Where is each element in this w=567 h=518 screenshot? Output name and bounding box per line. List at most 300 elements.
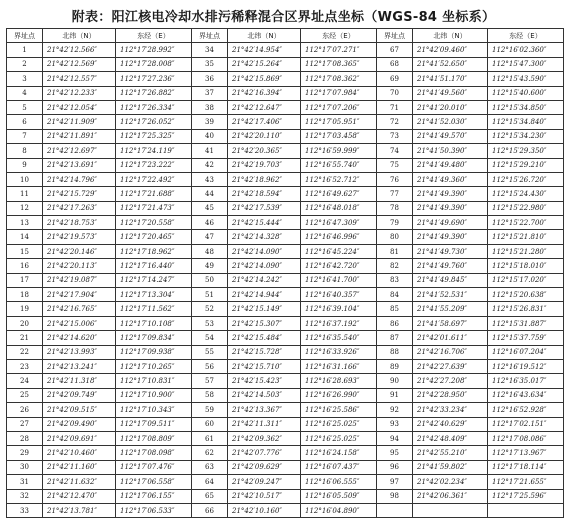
cell-point-number: 27 (7, 417, 43, 431)
cell-latitude: 21°41′49.560″ (413, 86, 488, 100)
cell-longitude: 112°17′13.967″ (488, 446, 564, 460)
cell-point-number: 22 (7, 345, 43, 359)
cell-longitude: 112°15′21.810″ (488, 230, 564, 244)
cell-longitude: 112°16′37.192″ (301, 316, 377, 330)
cell-longitude: 112°17′25.596″ (488, 489, 564, 503)
table-row (7, 57, 564, 71)
cell-longitude: 112°15′43.590″ (488, 72, 564, 86)
cell-latitude: 21°42′14.620″ (43, 331, 116, 345)
cell-latitude: 21°42′14.242″ (228, 273, 301, 287)
cell-longitude: 112°15′29.210″ (488, 158, 564, 172)
cell-point-number: 46 (192, 216, 228, 230)
cell-point-number: 4 (7, 86, 43, 100)
cell-latitude: 21°41′49.690″ (413, 216, 488, 230)
cell-point-number: 86 (377, 316, 413, 330)
cell-latitude: 21°42′11.909″ (43, 115, 116, 129)
cell-longitude: 112°15′21.280″ (488, 244, 564, 258)
cell-longitude: 112°17′03.458″ (301, 129, 377, 143)
cell-point-number: 75 (377, 158, 413, 172)
cell-point-number: 48 (192, 244, 228, 258)
table-row (7, 201, 564, 215)
cell-longitude: 112°16′25.025″ (301, 431, 377, 445)
cell-point-number: 19 (7, 302, 43, 316)
cell-point-number: 41 (192, 144, 228, 158)
cell-latitude: 21°42′16.706″ (413, 345, 488, 359)
cell-longitude: 112°16′40.357″ (301, 288, 377, 302)
cell-latitude: 21°42′15.728″ (228, 345, 301, 359)
table-row (7, 345, 564, 359)
cell-latitude: 21°41′58.697″ (413, 316, 488, 330)
cell-longitude: 112°17′09.511″ (116, 417, 192, 431)
cell-point-number: 70 (377, 86, 413, 100)
cell-point-number: 83 (377, 273, 413, 287)
table-row (7, 503, 564, 517)
header-latitude: 北纬（N） (228, 29, 301, 43)
header-point: 界址点 (377, 29, 413, 43)
cell-point-number: 68 (377, 57, 413, 71)
table-row (7, 446, 564, 460)
table-row (7, 144, 564, 158)
cell-latitude: 21°42′48.409″ (413, 431, 488, 445)
cell-longitude: 112°16′47.309″ (301, 216, 377, 230)
cell-point-number: 92 (377, 403, 413, 417)
cell-point-number: 42 (192, 158, 228, 172)
cell-longitude: 112°17′21.688″ (116, 187, 192, 201)
cell-point-number: 44 (192, 187, 228, 201)
table-row (7, 259, 564, 273)
cell-point-number: 89 (377, 359, 413, 373)
cell-latitude: 21°42′14.090″ (228, 244, 301, 258)
cell-latitude: 21°41′49.390″ (413, 230, 488, 244)
cell-latitude: 21°42′12.566″ (43, 43, 116, 57)
cell-longitude: 112°16′43.634″ (488, 388, 564, 402)
cell-point-number: 96 (377, 460, 413, 474)
cell-point-number: 82 (377, 259, 413, 273)
cell-point-number: 24 (7, 374, 43, 388)
cell-point-number: 40 (192, 129, 228, 143)
table-row (7, 475, 564, 489)
cell-longitude: 112°15′22.980″ (488, 201, 564, 215)
table-row (7, 388, 564, 402)
cell-latitude: 21°42′07.776″ (228, 446, 301, 460)
cell-point-number: 98 (377, 489, 413, 503)
cell-longitude: 112°16′42.720″ (301, 259, 377, 273)
cell-latitude: 21°42′12.470″ (43, 489, 116, 503)
cell-latitude: 21°41′59.802″ (413, 460, 488, 474)
cell-latitude: 21°42′15.006″ (43, 316, 116, 330)
cell-latitude: 21°42′10.460″ (43, 446, 116, 460)
cell-longitude: 112°17′10.831″ (116, 374, 192, 388)
cell-latitude: 21°41′55.209″ (413, 302, 488, 316)
header-latitude: 北纬（N） (413, 29, 488, 43)
cell-point-number: 47 (192, 230, 228, 244)
table-row (7, 331, 564, 345)
cell-longitude: 112°17′22.492″ (116, 172, 192, 186)
table-row (7, 359, 564, 373)
cell-latitude: 21°41′49.360″ (413, 172, 488, 186)
cell-latitude: 21°42′16.394″ (228, 86, 301, 100)
cell-point-number: 61 (192, 431, 228, 445)
cell-point-number: 94 (377, 431, 413, 445)
cell-longitude: 112°16′59.999″ (301, 144, 377, 158)
cell-point-number: 49 (192, 259, 228, 273)
cell-point-number: 11 (7, 187, 43, 201)
cell-point-number: 88 (377, 345, 413, 359)
cell-longitude: 112°17′23.222″ (116, 158, 192, 172)
cell-latitude: 21°42′15.710″ (228, 359, 301, 373)
cell-point-number: 8 (7, 144, 43, 158)
cell-latitude: 21°42′11.891″ (43, 129, 116, 143)
cell-point-number: 23 (7, 359, 43, 373)
cell-latitude: 21°42′01.611″ (413, 331, 488, 345)
cell-point-number: 3 (7, 72, 43, 86)
cell-latitude: 21°42′27.639″ (413, 359, 488, 373)
cell-longitude (488, 503, 564, 517)
cell-longitude: 112°17′20.558″ (116, 216, 192, 230)
cell-longitude: 112°15′31.887″ (488, 316, 564, 330)
cell-point-number: 60 (192, 417, 228, 431)
cell-point-number: 12 (7, 201, 43, 215)
cell-longitude: 112°15′29.350″ (488, 144, 564, 158)
cell-point-number (377, 503, 413, 517)
cell-latitude: 21°41′50.390″ (413, 144, 488, 158)
cell-longitude: 112°16′41.700″ (301, 273, 377, 287)
cell-longitude: 112°16′07.437″ (301, 460, 377, 474)
table-row (7, 403, 564, 417)
cell-longitude: 112°17′14.247″ (116, 273, 192, 287)
cell-point-number: 36 (192, 72, 228, 86)
header-row (7, 29, 564, 43)
cell-latitude: 21°41′49.845″ (413, 273, 488, 287)
cell-longitude: 112°17′05.951″ (301, 115, 377, 129)
cell-latitude (413, 503, 488, 517)
cell-latitude: 21°42′15.264″ (228, 57, 301, 71)
cell-point-number: 52 (192, 302, 228, 316)
cell-point-number: 66 (192, 503, 228, 517)
cell-point-number: 77 (377, 187, 413, 201)
cell-latitude: 21°42′09.362″ (228, 431, 301, 445)
header-longitude: 东经（E） (116, 29, 192, 43)
cell-point-number: 57 (192, 374, 228, 388)
cell-longitude: 112°17′06.155″ (116, 489, 192, 503)
cell-point-number: 53 (192, 316, 228, 330)
cell-longitude: 112°17′02.151″ (488, 417, 564, 431)
header-latitude: 北纬（N） (43, 29, 116, 43)
table-row (7, 216, 564, 230)
cell-longitude: 112°17′07.271″ (301, 43, 377, 57)
cell-longitude: 112°15′20.638″ (488, 288, 564, 302)
cell-point-number: 93 (377, 417, 413, 431)
cell-latitude: 21°42′40.629″ (413, 417, 488, 431)
cell-point-number: 17 (7, 273, 43, 287)
cell-latitude: 21°41′20.010″ (413, 100, 488, 114)
cell-longitude: 112°16′25.586″ (301, 403, 377, 417)
cell-latitude: 21°42′20.146″ (43, 244, 116, 258)
cell-longitude: 112°17′21.473″ (116, 201, 192, 215)
cell-point-number: 39 (192, 115, 228, 129)
cell-point-number: 58 (192, 388, 228, 402)
cell-point-number: 9 (7, 158, 43, 172)
cell-longitude: 112°17′10.900″ (116, 388, 192, 402)
table-row (7, 431, 564, 445)
cell-latitude: 21°41′49.390″ (413, 187, 488, 201)
cell-latitude: 21°42′12.557″ (43, 72, 116, 86)
cell-latitude: 21°42′17.263″ (43, 201, 116, 215)
cell-latitude: 21°42′15.149″ (228, 302, 301, 316)
cell-longitude: 112°15′18.010″ (488, 259, 564, 273)
cell-point-number: 32 (7, 489, 43, 503)
header-longitude: 东经（E） (488, 29, 564, 43)
cell-latitude: 21°42′12.569″ (43, 57, 116, 71)
cell-point-number: 85 (377, 302, 413, 316)
cell-point-number: 54 (192, 331, 228, 345)
header-point: 界址点 (192, 29, 228, 43)
cell-point-number: 65 (192, 489, 228, 503)
cell-longitude: 112°17′07.476″ (116, 460, 192, 474)
cell-latitude: 21°41′49.480″ (413, 158, 488, 172)
cell-latitude: 21°42′28.950″ (413, 388, 488, 402)
cell-point-number: 67 (377, 43, 413, 57)
cell-latitude: 21°42′10.517″ (228, 489, 301, 503)
cell-point-number: 63 (192, 460, 228, 474)
cell-point-number: 35 (192, 57, 228, 71)
cell-point-number: 45 (192, 201, 228, 215)
cell-longitude: 112°16′24.158″ (301, 446, 377, 460)
cell-longitude: 112°17′20.465″ (116, 230, 192, 244)
cell-point-number: 34 (192, 43, 228, 57)
cell-latitude: 21°42′11.632″ (43, 475, 116, 489)
cell-point-number: 69 (377, 72, 413, 86)
cell-longitude: 112°16′35.540″ (301, 331, 377, 345)
cell-latitude: 21°42′17.904″ (43, 288, 116, 302)
cell-longitude: 112°17′24.119″ (116, 144, 192, 158)
cell-latitude: 21°42′20.110″ (228, 129, 301, 143)
document-title: 附表：阳江核电冷却水排污稀释混合区界址点坐标（WGS-84 坐标系） (71, 10, 496, 25)
cell-latitude: 21°41′49.730″ (413, 244, 488, 258)
table-row (7, 273, 564, 287)
cell-point-number: 13 (7, 216, 43, 230)
cell-point-number: 21 (7, 331, 43, 345)
cell-latitude: 21°42′27.208″ (413, 374, 488, 388)
cell-latitude: 21°42′14.090″ (228, 259, 301, 273)
cell-point-number: 31 (7, 475, 43, 489)
cell-longitude: 112°15′34.840″ (488, 115, 564, 129)
table-row (7, 316, 564, 330)
cell-point-number: 1 (7, 43, 43, 57)
cell-longitude: 112°16′02.360″ (488, 43, 564, 57)
cell-longitude: 112°17′08.086″ (488, 431, 564, 445)
cell-point-number: 71 (377, 100, 413, 114)
cell-longitude: 112°16′55.740″ (301, 158, 377, 172)
cell-longitude: 112°16′35.017″ (488, 374, 564, 388)
cell-latitude: 21°42′11.318″ (43, 374, 116, 388)
cell-longitude: 112°17′26.334″ (116, 100, 192, 114)
cell-latitude: 21°42′14.796″ (43, 172, 116, 186)
cell-longitude: 112°17′21.655″ (488, 475, 564, 489)
cell-latitude: 21°42′15.444″ (228, 216, 301, 230)
cell-longitude: 112°15′34.230″ (488, 129, 564, 143)
header-longitude: 东经（E） (301, 29, 377, 43)
cell-point-number: 64 (192, 475, 228, 489)
cell-point-number: 43 (192, 172, 228, 186)
cell-latitude: 21°42′20.365″ (228, 144, 301, 158)
cell-latitude: 21°42′18.962″ (228, 172, 301, 186)
cell-longitude: 112°16′46.996″ (301, 230, 377, 244)
cell-latitude: 21°41′49.760″ (413, 259, 488, 273)
cell-point-number: 28 (7, 431, 43, 445)
cell-longitude: 112°15′40.600″ (488, 86, 564, 100)
table-row (7, 86, 564, 100)
cell-longitude: 112°17′26.052″ (116, 115, 192, 129)
table-row (7, 100, 564, 114)
cell-point-number: 87 (377, 331, 413, 345)
table-row (7, 288, 564, 302)
cell-latitude: 21°42′20.113″ (43, 259, 116, 273)
cell-point-number: 7 (7, 129, 43, 143)
cell-latitude: 21°42′18.594″ (228, 187, 301, 201)
cell-latitude: 21°42′13.241″ (43, 359, 116, 373)
cell-latitude: 21°42′13.781″ (43, 503, 116, 517)
cell-longitude: 112°16′48.018″ (301, 201, 377, 215)
cell-latitude: 21°42′16.765″ (43, 302, 116, 316)
cell-longitude: 112°15′34.850″ (488, 100, 564, 114)
cell-latitude: 21°42′14.328″ (228, 230, 301, 244)
cell-latitude: 21°42′09.749″ (43, 388, 116, 402)
cell-latitude: 21°42′17.406″ (228, 115, 301, 129)
cell-point-number: 91 (377, 388, 413, 402)
cell-latitude: 21°42′09.629″ (228, 460, 301, 474)
cell-longitude: 112°16′04.890″ (301, 503, 377, 517)
cell-latitude: 21°42′19.087″ (43, 273, 116, 287)
cell-longitude: 112°17′27.236″ (116, 72, 192, 86)
cell-latitude: 21°42′13.993″ (43, 345, 116, 359)
table-row (7, 460, 564, 474)
cell-latitude: 21°42′12.233″ (43, 86, 116, 100)
table-row (7, 374, 564, 388)
cell-point-number: 14 (7, 230, 43, 244)
cell-point-number: 26 (7, 403, 43, 417)
cell-latitude: 21°42′14.944″ (228, 288, 301, 302)
cell-latitude: 21°42′14.503″ (228, 388, 301, 402)
cell-longitude: 112°17′07.984″ (301, 86, 377, 100)
header-point: 界址点 (7, 29, 43, 43)
cell-longitude: 112°15′17.020″ (488, 273, 564, 287)
cell-longitude: 112°16′52.928″ (488, 403, 564, 417)
cell-point-number: 97 (377, 475, 413, 489)
cell-latitude: 21°42′12.697″ (43, 144, 116, 158)
table-row (7, 72, 564, 86)
cell-point-number: 74 (377, 144, 413, 158)
cell-longitude: 112°17′09.938″ (116, 345, 192, 359)
cell-point-number: 59 (192, 403, 228, 417)
cell-point-number: 10 (7, 172, 43, 186)
cell-longitude: 112°16′49.627″ (301, 187, 377, 201)
cell-latitude: 21°41′51.170″ (413, 72, 488, 86)
cell-point-number: 76 (377, 172, 413, 186)
cell-longitude: 112°17′18.114″ (488, 460, 564, 474)
coordinate-table (6, 28, 564, 518)
cell-longitude: 112°16′07.204″ (488, 345, 564, 359)
cell-point-number: 29 (7, 446, 43, 460)
cell-point-number: 33 (7, 503, 43, 517)
cell-point-number: 95 (377, 446, 413, 460)
cell-point-number: 15 (7, 244, 43, 258)
cell-latitude: 21°42′13.367″ (228, 403, 301, 417)
cell-longitude: 112°17′06.533″ (116, 503, 192, 517)
table-row (7, 489, 564, 503)
cell-point-number: 62 (192, 446, 228, 460)
cell-latitude: 21°42′06.361″ (413, 489, 488, 503)
cell-latitude: 21°42′10.160″ (228, 503, 301, 517)
cell-point-number: 80 (377, 230, 413, 244)
cell-longitude: 112°17′08.809″ (116, 431, 192, 445)
cell-latitude: 21°42′33.234″ (413, 403, 488, 417)
cell-longitude: 112°15′37.759″ (488, 331, 564, 345)
table-row (7, 187, 564, 201)
cell-longitude: 112°15′47.300″ (488, 57, 564, 71)
cell-longitude: 112°16′28.693″ (301, 374, 377, 388)
cell-point-number: 30 (7, 460, 43, 474)
cell-point-number: 50 (192, 273, 228, 287)
cell-longitude: 112°15′26.831″ (488, 302, 564, 316)
cell-longitude: 112°16′26.990″ (301, 388, 377, 402)
cell-latitude: 21°42′13.691″ (43, 158, 116, 172)
cell-point-number: 2 (7, 57, 43, 71)
cell-latitude: 21°41′52.650″ (413, 57, 488, 71)
cell-latitude: 21°42′19.573″ (43, 230, 116, 244)
cell-latitude: 21°42′12.647″ (228, 100, 301, 114)
cell-point-number: 20 (7, 316, 43, 330)
cell-longitude: 112°16′06.555″ (301, 475, 377, 489)
cell-longitude: 112°17′13.304″ (116, 288, 192, 302)
cell-latitude: 21°42′09.515″ (43, 403, 116, 417)
cell-longitude: 112°16′05.509″ (301, 489, 377, 503)
table-row (7, 417, 564, 431)
cell-longitude: 112°17′10.265″ (116, 359, 192, 373)
cell-longitude: 112°17′08.098″ (116, 446, 192, 460)
cell-point-number: 16 (7, 259, 43, 273)
cell-point-number: 6 (7, 115, 43, 129)
cell-longitude: 112°16′33.926″ (301, 345, 377, 359)
cell-point-number: 55 (192, 345, 228, 359)
cell-point-number: 84 (377, 288, 413, 302)
cell-point-number: 90 (377, 374, 413, 388)
cell-longitude: 112°15′22.700″ (488, 216, 564, 230)
cell-latitude: 21°42′15.307″ (228, 316, 301, 330)
cell-latitude: 21°42′19.703″ (228, 158, 301, 172)
cell-point-number: 18 (7, 288, 43, 302)
cell-longitude: 112°16′52.712″ (301, 172, 377, 186)
cell-latitude: 21°42′11.311″ (228, 417, 301, 431)
cell-longitude: 112°16′39.104″ (301, 302, 377, 316)
cell-longitude: 112°17′06.558″ (116, 475, 192, 489)
cell-point-number: 72 (377, 115, 413, 129)
cell-longitude: 112°15′26.720″ (488, 172, 564, 186)
cell-point-number: 25 (7, 388, 43, 402)
cell-point-number: 38 (192, 100, 228, 114)
table-row (7, 158, 564, 172)
cell-latitude: 21°42′09.247″ (228, 475, 301, 489)
cell-longitude: 112°17′08.362″ (301, 72, 377, 86)
cell-longitude: 112°17′16.440″ (116, 259, 192, 273)
cell-longitude: 112°17′08.365″ (301, 57, 377, 71)
table-row (7, 129, 564, 143)
cell-latitude: 21°42′17.539″ (228, 201, 301, 215)
table-row (7, 172, 564, 186)
cell-latitude: 21°42′11.160″ (43, 460, 116, 474)
cell-latitude: 21°42′15.423″ (228, 374, 301, 388)
table-row (7, 115, 564, 129)
